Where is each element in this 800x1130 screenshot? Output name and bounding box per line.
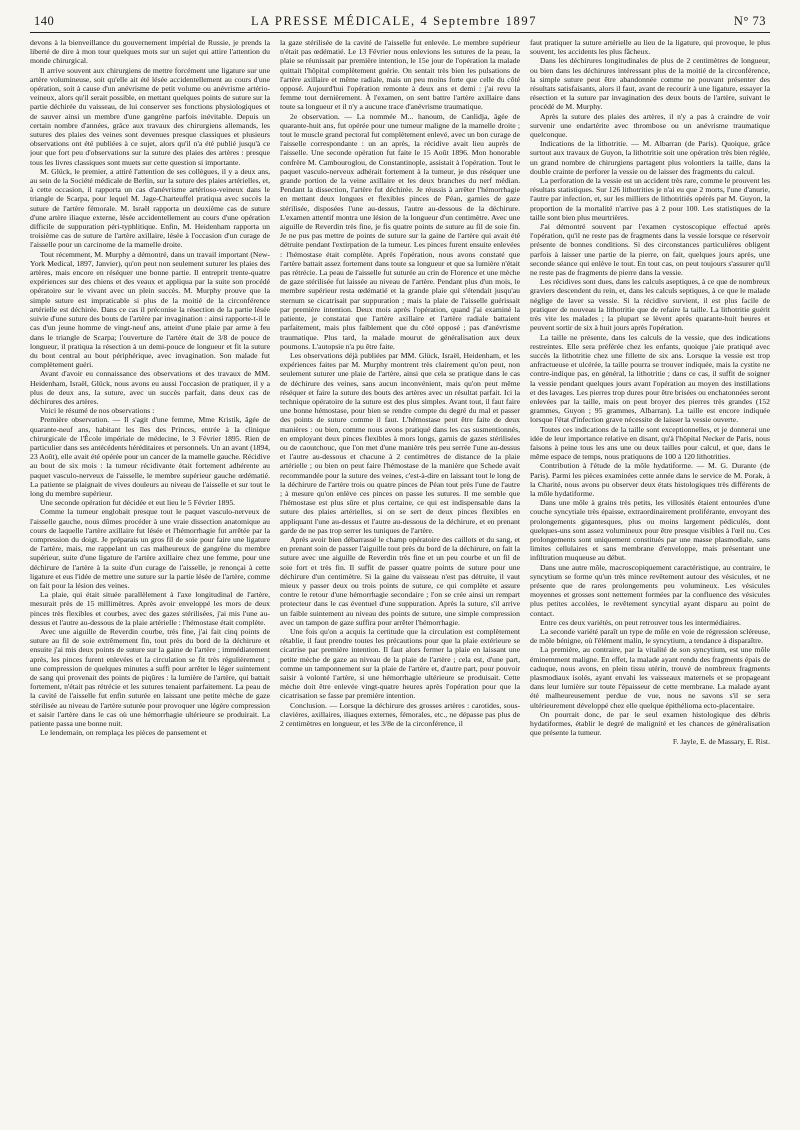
paragraph: Voici le résumé de nos observations : bbox=[40, 406, 155, 416]
paragraph: Comme la tumeur englobait presque tout le paquet vasculo-nerveux de l'aisselle gauche, nous dûmes procéder à une vraie dissection anatomique au cours de laquelle l'artère axillaire fut lésée et l'hémorrhagie fut arrêtée par la compression du doigt. Je préparais un gros fil de soie pour faire une ligature de l'artère, mais, me rappelant un cas malheureux de gangrène du membre supérieur, suite d'une ligature de l'artère axillaire chez une femme, pour une déchirure de l'artère à la suite d'un curage de l'aisselle, je renonçai à cette ligature et eus l'idée de mettre une suture sur la partie lésée de l'artère, comme on fait pour la lésion des veines. bbox=[30, 507, 270, 590]
paragraph: Première observation. — Il s'agit d'une femme, Mme Kristik, âgée de quarante-neuf ans, habitant les îles des Princes, entrée à la clinique chirurgicale de l'École impériale de médecine, le 3 Février 1895. Rien de particulier dans ses antécédents héréditaires et personnels. Un an avant (1894, 23 Août), elle avait été opérée pour un cancer de la mamelle gauche. Récidive au bout de six mois : la tumeur récidivante était fortement adhérente au paquet vasculo-nerveux de l'aisselle, le membre supérieur gauche œdématié. La patiente se plaignait de vives douleurs au niveau de l'aisselle et sur tout le long du membre supérieur. bbox=[30, 415, 270, 498]
paragraph: Conclusion. — Lorsque la déchirure des grosses artères : carotides, sous-clavières, axillaires, iliaques externes, fémorales, etc., ne dépasse pas plus de 2 centimètres en longueur, et les 3/8e de la circonférence, il bbox=[280, 700, 520, 729]
paragraph: M. Glück, le premier, a attiré l'attention de ses collègues, il y a deux ans, au sein de la Société médicale de Berlin, sur la suture des plaies artérielles, et, à cette occasion, il rapporta un cas d'anévrisme artérioso-veineux dans le triangle de Scarpa, pour lequel M. Jage-Charteuffel pratiqua avec succès la suture de l'artère fémorale. M. Israël rapporta un deuxième cas de suture d'une artère iliaque externe, lésée accidentellement au cours d'une opération difficile de suppuration péri-typhlitique. Enfin, M. Heidenham rapporta un troisième cas de suture de l'artère axillaire, lésée à l'occasion d'un curage de l'aisselle pour un carcinome de la mamelle droite. bbox=[30, 166, 270, 250]
paragraph: Tout récemment, M. Murphy a démontré, dans un travail important (New-York Medical, 1897, Janvier), qu'on peut non seulement suturer les plaies des artères, mais encore en réséquer une bonne partie. Il entreprit trente-quatre expériences sur des chiens et des veaux et appliqua par la suite son procédé opératoire sur le vivant avec un plein succès. M. Murphy prouve que la simple suture est impraticable si plus de la moitié de la circonférence artérielle est déchirée. Dans ce cas il préconise la résection de la partie lésée suivie d'une suture des bouts de l'artère par invagination : ainsi rapporte-t-il le cas d'un jeune homme de vingt-neuf ans, atteint d'une plaie par arme à feu dans le triangle de Scarpa; l'ouverture de l'artère était de 3/8 de pouce de longueur, il pratiqua la résection à un demi-pouce de longueur et fit la suture du bout central au bout périphérique, avec invagination. Son malade fut complètement guéri. bbox=[30, 249, 270, 370]
paragraph: La plaie, qui était située parallèlement à l'axe longitudinal de l'artère, mesurait près de 15 millimètres. Après avoir enveloppé les mors de deux pinces très flexibles et courbes, avec des gazes stérilisées, j'ai mis l'une au-dessus et l'autre au-dessous de la plaie artérielle : l'hémostase était complète. bbox=[30, 590, 270, 627]
paragraph: Dans une autre môle, macroscopiquement caractéristique, au contraire, le syncytium se forme qu'un très mince revêtement autour des vésicules, et ne présente que de rares prolongements peu volumineux. Les vésicules moyennes et grosses sont nettement formées par la confluence des vésicules plus petites accolées, le revêtement syncytial ayant disparu au point de contact. bbox=[530, 562, 770, 618]
text-column-middle bbox=[280, 38, 520, 1130]
paragraph: La première, au contraire, par la vitalité de son syncytium, est une môle éminemment maligne. En effet, la malade ayant rendu des fragments épais de caduque, nous avons, en plein tissu utérin, trouvé de nombreux fragments plasmodiaux isolés, ayant envahi les vaisseaux maternels et se propageant dans leur lumière sur toute l'épaisseur de cette membrane. La malade ayant été malheureusement perdue de vue, nous ne savons s'il se sera ultérieurement développé chez elle quelque épithélioma ecto-placentaire. bbox=[530, 645, 770, 710]
paragraph: Entre ces deux variétés, on peut retrouver tous les intermédiaires. bbox=[540, 617, 741, 627]
paragraph: Indications de la lithotritie. — M. Albarran (de Paris). Quoique, grâce surtout aux travaux de Guyon, la lithotritie soit une opération très bien réglée, un grand nombre de chirurgiens partagent plus volontiers la taille, dans la double crainte de perforer la vessie ou de laisser des fragments du calcul. bbox=[530, 139, 770, 176]
text-column-right bbox=[530, 38, 770, 1130]
paragraph: Le lendemain, on remplaça les pièces de pansement et bbox=[40, 728, 207, 738]
text-column-left bbox=[30, 38, 270, 1130]
paragraph: Avec une aiguille de Reverdin courbe, très fine, j'ai fait cinq points de suture au fil de soie extrêmement fin, tout près du bord de la déchirure et ensuite j'ai mis deux points de suture sur la gaine de l'artère ; immédiatement après, les pinces furent enlevées et la circulation se fit très régulièrement ; une compression de quelques minutes a suffi pour arrêter le léger suintement de sang qui provenait des points de piqûres : la lumière de l'artère, qui battait fortement, n'était pas rétrécie et les sutures tenaient parfaitement. La peau de la cavité de l'aisselle fut enfin suturée en laissant une petite mèche de gaze stérilisée au niveau de l'artère suturée pour provoquer une légère compression et saisir l'artère dans le cas où une hémorrhagie ultérieure se produirait. La patiente passa une bonne nuit. bbox=[30, 627, 270, 729]
issue-number: N° 73 bbox=[733, 14, 766, 28]
paragraph: Il arrive souvent aux chirurgiens de mettre forcément une ligature sur une artère volumineuse, soit qu'elle ait été lésée accidentellement au cours d'une opération, soit à cause d'un anévrisme de petit volume ou anévrisme artério-veineux, alors qu'il serait possible, en mettant quelques points de suture sur la partie déchirée du vaisseau, de lui conserver ses fonctions physiologiques et de sauver ainsi un membre d'une gangrène parfois inévitable. Depuis un certain nombre d'années, grâce aux travaux des chirurgiens allemands, les sutures des plaies des veines sont devenues presque classiques et plusieurs observations ont été publiées à ce sujet, alors qu'il n'a été publié jusqu'à ce jour que fort peu d'observations sur la suture des plaies des artères : presque tous les livres classiques sont muets sur cette question si importante. bbox=[30, 65, 270, 167]
paragraph: Dans une môle à grains très petits, les villosités étaient entourées d'une couche syncytiale très épaisse, extraordinairement proliférante, envoyant des prolongements gigantesques, plus ou moins largement pédiculés, dont quelques-uns sont assez volumineux pour être presque visibles à l'œil nu. Ces prolongements sont uniquement constitués par une masse plasmodiale, sans limites cellulaires et sans membrane d'enveloppe, mais présentant une infiltration muqueuse au début. bbox=[530, 498, 770, 563]
paragraph: Avant d'avoir eu connaissance des observations et des travaux de MM. Heidenham, Israël, Glück, nous avons eu aussi l'occasion de pratiquer, il y a plus de deux ans, la suture, avec un succès parfait, dans deux cas de déchirures des artères. bbox=[30, 369, 270, 406]
paragraph: la gaze stérilisée de la cavité de l'aisselle fut enlevée. Le membre supérieur n'était pas œdématié. Le 13 Février nous enlevions les sutures de la peau, la plaie se réunissait par première intention, le 15e jour de l'opération la malade quittait l'hôpital complètement guérie. On sentait très bien les pulsations de l'artère axillaire et même radiale, mais un peu moins forte que celle du côté opposé. Aujourd'hui l'opération remonte à deux ans et demi : j'ai revu la femme tout dernièrement. À l'examen, on sent battre l'artère axillaire dans toute sa longueur et il n'y a aucune trace d'anévrisme traumatique. bbox=[280, 38, 520, 112]
text-columns bbox=[30, 38, 770, 1130]
paragraph: Après avoir bien débarrassé le champ opératoire des caillots et du sang, et en prenant soin de passer l'aiguille tout près du bord de la déchirure, on fait la suture avec une aiguille de Reverdin très fine et un peu courbe et un fil de soie fort et très fin. Il suffit de passer quatre points de suture pour une déchirure d'un centimètre. Si la gaine du vaisseau n'est pas détruite, il vaut mieux y passer deux ou trois points de suture, ce qui complète et assure contre le retour d'une hémorrhagie secondaire ; l'on se crée ainsi un rempart protecteur dans le cas éventuel d'une suppuration. Après la suture, s'il arrive un faible suintement au niveau des points de suture, une simple compression avec un tampon de gaze suffira pour arrêter l'hémorrhagie. bbox=[280, 534, 520, 627]
paragraph: faut pratiquer la suture artérielle au lieu de la ligature, qui provoque, le plus souvent, les accidents les plus fâcheux. bbox=[530, 38, 770, 57]
paragraph: Une seconde opération fut décidée et eut lieu le 5 Février 1895. bbox=[40, 498, 236, 508]
paragraph: Dans les déchirures longitudinales de plus de 2 centimètres de longueur, ou bien dans les déchirures intéressant plus de la moitié de la circonférence, la simple suture peut être abandonnée comme ne pouvant présenter des résultats satisfaisants, alors il faut, avant de recourir à une ligature, essayer la résection et la suture par invagination des deux bouts de l'artère, suivant le procédé de M. Murphy. bbox=[530, 56, 770, 112]
paragraph: On pourrait donc, de par le seul examen histologique des débris hydatiformes, établir le degré de malignité et les chances de généralisation que présente la tumeur. bbox=[530, 709, 770, 738]
paragraph: La taille ne présente, dans les calculs de la vessie, que des indications restreintes. Elle sera préférée chez les enfants, quoique j'aie pratiqué avec succès la lithotritie chez une fillette de six ans. Lorsque la vessie est trop anfractueuse et ulcérée, la taille pourra se trouver indiquée, mais la cystite ne contre-indique pas, en général, la lithotritie ; dans ce cas, il suffit de soigner la vessie pendant quelques jours avant l'opération au moyen des instillations et des lavages. Les pierres trop dures pour être brisées ou enchatonnées seront enlevées par la taille, mais on peut broyer des pierres très grandes (152 grammes, Guyon ; 95 grammes, Albarran). La taille est encore indiquée lorsque l'état d'infection grave nécessite de laisser la vessie ouverte. bbox=[530, 332, 770, 425]
paragraph: J'ai démontré souvent par l'examen cystoscopique effectué après l'opération, qu'il ne reste pas de fragments dans la vessie lorsque ce réservoir présente de bonnes conditions. Si des circonstances particulières obligent parfois à laisser une partie de la pierre, on fait, quelques jours après, une seconde séance qui enlève le tout. En tout cas, on peut toujours s'assurer qu'il ne reste pas de fragments de pierre dans la vessie. bbox=[530, 222, 770, 278]
paragraph: Contribution à l'étude de la môle hydatiforme. — M. G. Durante (de Paris). Parmi les pièces examinées cette année dans le service de M. Porak, à la Charité, nous avons pu observer deux états histologiques très différents de la môle hydatiforme. bbox=[530, 461, 770, 498]
paragraph: devons à la bienveillance du gouvernement impérial de Russie, je prends la liberté de dire à mon tour quelques mots sur un sujet qui attire l'attention du monde chirurgical. bbox=[30, 38, 270, 66]
authors-signature: F. Jayle, E. de Massary, E. Rist. bbox=[672, 737, 770, 747]
paragraph: Toutes ces indications de la taille sont exceptionnelles, et je donnerai une idée de leur importance relative en disant, qu'à l'hôpital Necker de Paris, nous faisons à peine tous les ans une ou deux tailles pour calcul, et que, dans le même espace de temps, nous pratiquons de 100 à 120 lithotrities. bbox=[530, 424, 770, 462]
paragraph: 2e observation. — La nommée M... hanoum, de Canlidja, âgée de quarante-huit ans, fut opérée pour une tumeur maligne de la mamelle droite ; tout le muscle grand pectoral fut complètement enlevé, avec un bon curage de l'aisselle correspondante : un an après, la récidive avait lieu auprès de l'aisselle. Une seconde opération fut faite le 15 Août 1896. Mon honorable confrère M. Cambouroglou, de Constantinople, assistait à l'opération. Tout le paquet vasculo-nerveux adhérait fortement à la tumeur, je dus réséquer une grande portion de la veine axillaire et les deux branches du nerf médian. Pendant la dissection, l'artère fut déchirée. Je réussis à arrêter l'hémorrhagie en mettant deux longues et flexibles pinces de Péan, garnies de gaze stérilisée, disposées l'une au-dessus, l'autre au-dessous de la déchirure. L'examen attentif montra une lésion de la longueur d'un centimètre. Avec une aiguille de Reverdin très fine, je fis quatre points de suture au fil de soie fin. Je ne pus pas mettre de points de suture sur la gaine de l'artère qui avait été détruite pendant l'extirpation de la tumeur. Les pinces furent ensuite enlevées : l'hémostase était complète. Après l'opération, nous avons constaté que l'artère battait assez fortement dans toute sa longueur et que sa lumière n'était pas rétrécie. La peau de l'aisselle fut suturée au crin de Florence et une mèche de gaze stérilisée fut laissée au niveau de l'artère. Pendant plus d'un mois, le membre supérieur resta œdématié et la grande plaie qui s'étendait jusqu'au sternum se cicatrisait par suppuration ; mais la plaie de l'aisselle guérissait par première intention. Deux mois après l'opération, quand j'ai examiné la patiente, je constatai que l'artère axillaire et l'artère radiale battaient parfaitement, mais plus faiblement que du côté opposé ; pas d'anévrisme traumatique. Plus tard, la malade mourut de généralisation aux deux poumons. L'autopsie n'a pu être faite. bbox=[280, 111, 520, 351]
journal-title: LA PRESSE MÉDICALE, 4 Septembre 1897 bbox=[251, 14, 538, 28]
paragraph: Après la suture des plaies des artères, il n'y a pas à craindre de voir survenir une endartérite avec thrombose ou un anévrisme traumatique quelconque. bbox=[530, 111, 770, 140]
page-header bbox=[30, 14, 770, 33]
paragraph: Les récidives sont dues, dans les calculs aseptiques, à ce que de nombreux graviers descendent du rein, et, dans les calculs septiques, à ce que le malade néglige de laver sa vessie. Si la récidive survient, il est plus facile de pratiquer de nouveau la lithotritie que de refaire la taille. La lithotritie guérit très vite les malades ; la plupart se lèvent après quarante-huit heures et peuvent sortir de six à huit jours après l'opération. bbox=[530, 277, 770, 333]
paragraph: La seconde variété paraît un type de môle en voie de régression scléreuse, de môle bénigne, où l'élément malin, le syncytium, a tendance à disparaître. bbox=[530, 627, 770, 646]
page-number: 140 bbox=[34, 14, 55, 28]
paragraph: Les observations déjà publiées par MM. Glück, Israël, Heidenham, et les expériences faites par M. Murphy montrent très clairement qu'on peut, non seulement suturer une plaie de l'artère, ainsi que cela se pratique dans le cas de déchirure des veines, sans aucun inconvénient, mais qu'on peut même réséquer et faire la suture des bouts des artères avec un résultat parfait. Ici la technique opératoire de la suture est des plus simples. Avant tout, il faut faire une bonne hémostase, pour bien se rendre compte du degré du mal et passer des points de suture comme il faut. L'hémostase peut être faite de deux manières : ou bien, comme nous avons pratiqué dans les cas susmentionnés, en employant deux pinces flexibles à mors longs, garnis de gazes stérilisées ou de caoutchouc, que l'on met d'une manière très peu serrée l'une au-dessus et l'autre au-dessous et chacune à 2 centimètres de distance de la plaie artérielle ; ou bien on peut faire l'hémostase de la manière que Schede avait recommandée pour la suture des veines, c'est-à-dire en laissant tout le long de la déchirure de l'artère trois ou quatre pinces de Péan tout près l'une de l'autre ; à mesure qu'on enlève ces pinces on passe les sutures. Il me semble que l'hémostase est plus sûre et plus certaine, ce qui est indispensable dans la suture des plaies artérielles, si on se sert de deux pinces flexibles en appliquant l'une au-dessus et l'autre au-dessous de la déchirure, et en prenant garde de ne pas trop serrer les tuniques de l'artère. bbox=[280, 350, 520, 535]
paragraph: La perforation de la vessie est un accident très rare, comme le prouvent les résultats statistiques. Sur 126 lithotrities je n'ai eu que 2 morts, l'une d'anurie, l'autre par infection, et, sur les milliers de lithotritiés opérés par M. Guyon, la proportion de la mortalité n'arrive pas à 2 pour 100. Les statistiques de la taille sont bien plus meurtrières. bbox=[530, 176, 770, 222]
paragraph: Une fois qu'on a acquis la certitude que la circulation est complètement rétablie, il faut prendre toutes les précautions pour que la plaie extérieure se cicatrise par première intention. Il faut alors fermer la plaie en laissant une petite mèche de gaze au niveau de la plaie de l'artère ; cela est, d'une part, comme un tamponnement sur la plaie de l'artère et, d'autre part, pour pouvoir saisir à volonté l'artère, si une hémorrhagie ultérieure se produisait. Cette mèche doit être enlevée vingt-quatre heures après l'opération pour que la cicatrisation se fasse par première intention. bbox=[280, 627, 520, 701]
